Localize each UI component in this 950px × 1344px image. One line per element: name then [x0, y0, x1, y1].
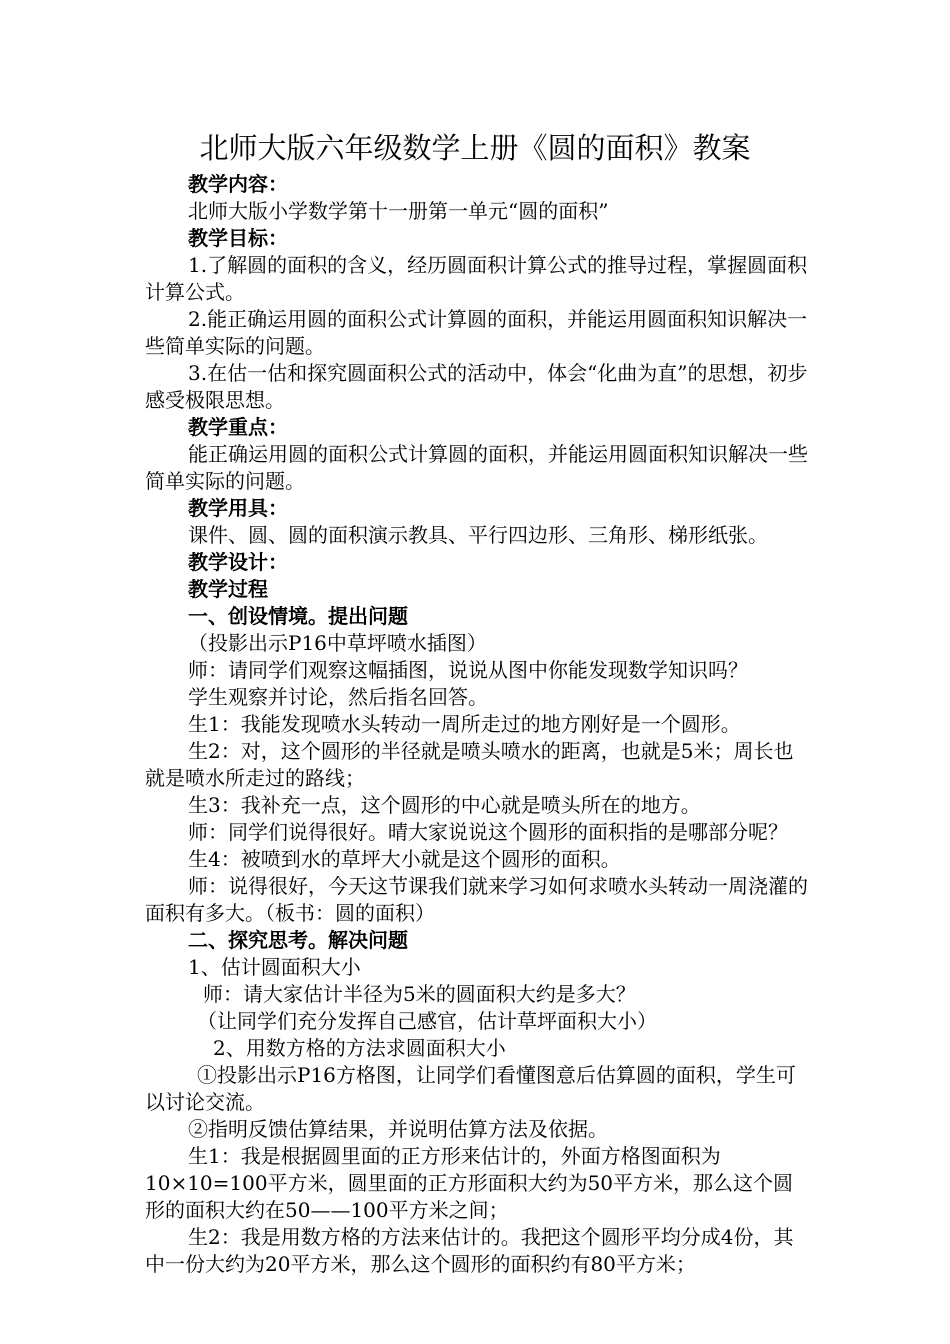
goal-item: 2.能正确运用圆的面积公式计算圆的面积，并能运用圆面积知识解决一些简单实际的问题。	[145, 307, 808, 358]
heading-teaching-content: 教学内容：	[188, 172, 288, 196]
goal-item: 1.了解圆的面积的含义，经历圆面积计算公式的推导过程，掌握圆面积计算公式。	[145, 253, 808, 304]
paragraph: 2、用数方格的方法求圆面积大小	[213, 1036, 506, 1060]
goal-item: 3.在估一估和探究圆面积公式的活动中，体会“化曲为直”的思想，初步感受极限思想。	[145, 361, 808, 412]
heading-key-points: 教学重点：	[188, 415, 288, 439]
paragraph: 师：请同学们观察这幅插图，说说从图中你能发现数学知识吗？	[188, 658, 748, 682]
paragraph: ①投影出示P16方格图，让同学们看懂图意后估算圆的面积，学生可以讨论交流。	[145, 1063, 796, 1114]
paragraph: 能正确运用圆的面积公式计算圆的面积，并能运用圆面积知识解决一些简单实际的问题。	[145, 442, 808, 493]
paragraph: 生2：我是用数方格的方法来估计的。我把这个圆形平均分成4份，其中一份大约为20平方米，那么这个圆形的面积约有80平方米；	[145, 1225, 794, 1276]
paragraph: 生2：对，这个圆形的半径就是喷头喷水的距离，也就是5米；周长也就是喷水所走过的路线；	[145, 739, 794, 790]
document-body	[145, 171, 810, 1278]
section-heading: 一、创设情境。提出问题	[188, 604, 408, 628]
paragraph: 师：说得很好，今天这节课我们就来学习如何求喷水头转动一周浇灌的面积有多大。（板书：圆的面积）	[145, 874, 808, 925]
paragraph: 北师大版小学数学第十一册第一单元“圆的面积”	[188, 199, 609, 223]
paragraph: （让同学们充分发挥自己感官，估计草坪面积大小）	[197, 1009, 657, 1033]
paragraph: ②指明反馈估算结果，并说明估算方法及依据。	[188, 1117, 608, 1141]
document-title: 北师大版六年级数学上册《圆的面积》教案	[199, 131, 751, 165]
paragraph: 师：请大家估计半径为5米的圆面积大约是多大？	[203, 982, 636, 1006]
section-heading: 二、探究思考。解决问题	[188, 928, 408, 952]
heading-teaching-goals: 教学目标：	[188, 226, 288, 250]
paragraph: 生4：被喷到水的草坪大小就是这个圆形的面积。	[188, 847, 621, 871]
paragraph: 生1：我是根据圆里面的正方形来估计的，外面方格图面积为10×10=100平方米，圆里面的正方形面积大约为50平方米，那么这个圆形的面积大约在50——100平方米之间；	[145, 1144, 794, 1222]
paragraph: 生3：我补充一点，这个圆形的中心就是喷头所在的地方。	[188, 793, 701, 817]
paragraph: 1、估计圆面积大小	[188, 955, 361, 979]
heading-teaching-tools: 教学用具：	[188, 496, 288, 520]
paragraph: 学生观察并讨论，然后指名回答。	[188, 685, 488, 709]
paragraph: 生1：我能发现喷水头转动一周所走过的地方刚好是一个圆形。	[188, 712, 741, 736]
paragraph: 师：同学们说得很好。晴大家说说这个圆形的面积指的是哪部分呢？	[188, 820, 788, 844]
heading-teaching-design: 教学设计：	[188, 550, 288, 574]
heading-teaching-process: 教学过程	[188, 577, 268, 601]
paragraph: 课件、圆、圆的面积演示教具、平行四边形、三角形、梯形纸张。	[188, 523, 768, 547]
paragraph: （投影出示P16中草坪喷水插图）	[188, 631, 487, 655]
